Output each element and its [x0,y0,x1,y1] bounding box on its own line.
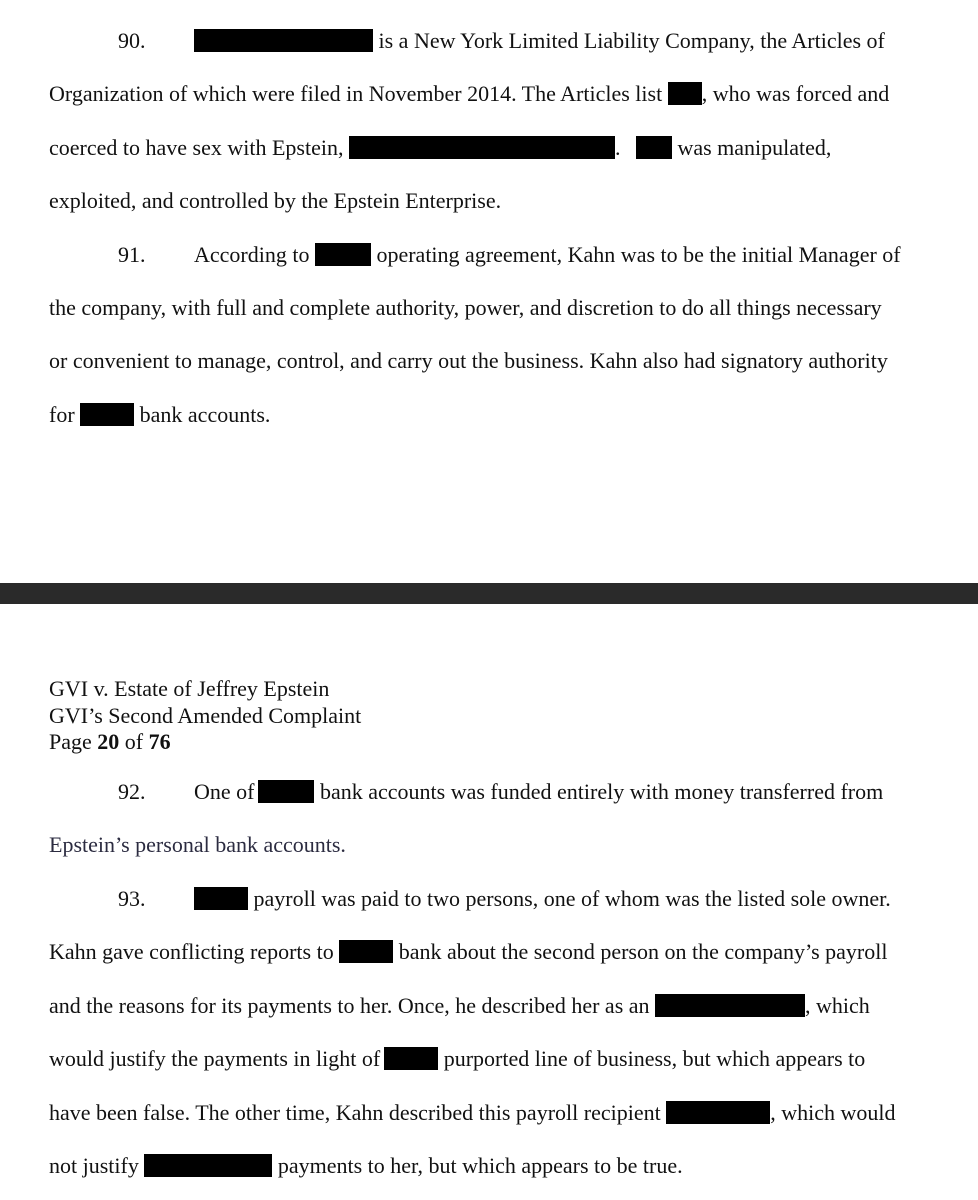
redaction-block [80,403,134,426]
paragraph-92-line-1: One of bank accounts was funded entirely with money transferred from [194,779,884,804]
redaction-block [258,780,314,803]
redaction-block [144,1154,272,1177]
paragraph-93-line-1: payroll was paid to two persons, one of whom was the listed sole owner. [194,886,891,912]
paragraph-number: 90. [118,28,146,53]
redaction-block [384,1047,438,1070]
paragraph-93-line-5: have been false. The other time, Kahn described this payroll recipient , which would [49,1100,896,1125]
redaction-block [655,994,805,1017]
paragraph-93-line-4: would justify the payments in light of purported line of business, but which appears to [49,1046,866,1071]
paragraph-91-line-3: or convenient to manage, control, and carry out the business. Kahn also had signatory authority [49,348,888,373]
page-number: 20 [97,729,120,754]
redaction-block [315,243,371,266]
case-caption: GVI v. Estate of Jeffrey Epstein [49,676,330,701]
paragraph-90-line-1: is a New York Limited Liability Company, the Articles of [194,28,885,54]
paragraph-93-line-6: not justify payments to her, but which appears to be true. [49,1153,683,1178]
document-page-top [0,0,978,583]
redaction-block [194,887,248,910]
redaction-block [194,29,373,52]
paragraph-90-line-3: coerced to have sex with Epstein, . was manipulated, [49,135,832,160]
redaction-block [668,82,702,105]
paragraph-91-line-1: According to operating agreement, Kahn was to be the initial Manager of [194,242,901,267]
page-total: 76 [148,729,171,754]
redaction-block [636,136,672,159]
paragraph-number: 92. [118,779,146,804]
paragraph-93-line-2: Kahn gave conflicting reports to bank about the second person on the company’s payroll [49,939,888,964]
document-title: GVI’s Second Amended Complaint [49,703,362,728]
paragraph-number: 93. [118,886,146,911]
page-indicator: Page 20 of 76 [49,729,171,754]
paragraph-91-line-4: for bank accounts. [49,402,271,427]
paragraph-93-line-3: and the reasons for its payments to her. Once, he described her as an , which [49,993,870,1018]
paragraph-90-line-4: exploited, and controlled by the Epstein Enterprise. [49,188,502,213]
paragraph-90-line-2: Organization of which were filed in November 2014. The Articles list , who was forced and [49,81,890,106]
redaction-block [666,1101,770,1124]
redaction-block [339,940,393,963]
paragraph-91-line-2: the company, with full and complete authority, power, and discretion to do all things necessary [49,295,882,320]
redaction-block [349,136,615,159]
page-separator [0,583,978,604]
paragraph-92-line-2: Epstein’s personal bank accounts. [49,832,346,857]
paragraph-number: 91. [118,242,146,267]
document-page-bottom [0,604,978,1200]
